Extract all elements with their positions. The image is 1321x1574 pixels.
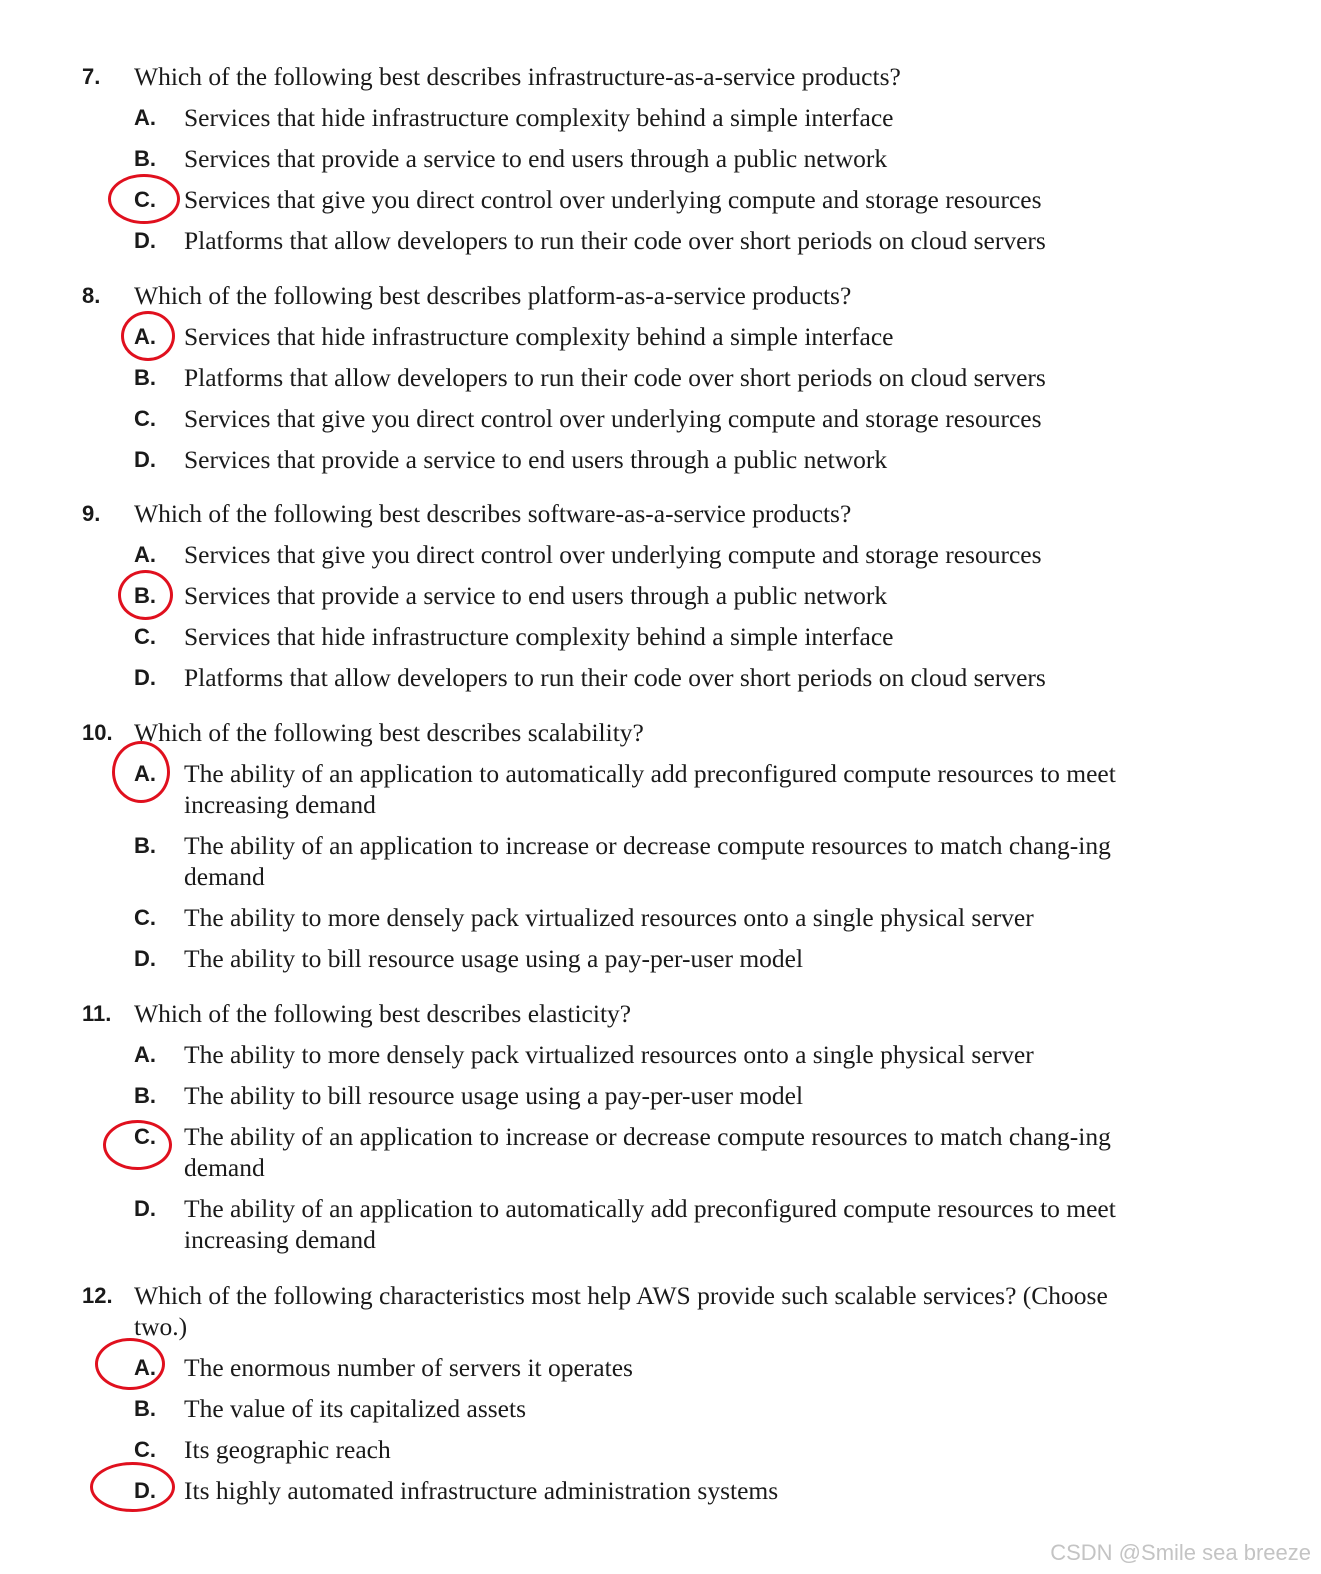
answer-mark-q9-b <box>118 570 173 620</box>
option-d <box>0 662 1321 693</box>
answer-mark-q10-a <box>112 741 170 803</box>
answer-mark-q12-a <box>95 1338 165 1390</box>
question-12 <box>0 1280 1321 1506</box>
option-b <box>0 1080 1321 1111</box>
option-c <box>0 403 1321 434</box>
option-label: C. <box>134 406 156 431</box>
question-number: 7. <box>82 64 101 89</box>
question-10 <box>0 717 1321 974</box>
option-label: C. <box>134 905 156 930</box>
question-text: Which of the following characteristics most help AWS provide such scalable services? (Choose two.) <box>134 1281 1108 1341</box>
option-b <box>0 580 1321 611</box>
option-label: B. <box>134 1083 156 1108</box>
option-text: The ability of an application to automatically add preconfigured compute resources to meet increasing demand <box>184 1194 1116 1254</box>
option-text: Services that give you direct control over underlying compute and storage resources <box>184 404 1042 433</box>
option-label: C. <box>134 1124 156 1149</box>
option-text: The ability of an application to increase or decrease compute resources to match chang-ing demand <box>184 1122 1111 1182</box>
option-c <box>0 184 1321 215</box>
option-c <box>0 621 1321 652</box>
answer-mark-q8-a <box>121 311 175 361</box>
question-text: Which of the following best describes platform-as-a-service products? <box>134 281 852 310</box>
question-7 <box>0 61 1321 256</box>
question-11 <box>0 998 1321 1255</box>
option-text: The value of its capitalized assets <box>184 1394 526 1423</box>
option-label: D. <box>134 665 156 690</box>
option-text: The ability to more densely pack virtualized resources onto a single physical server <box>184 903 1034 932</box>
option-b <box>0 143 1321 174</box>
question-text: Which of the following best describes software-as-a-service products? <box>134 499 852 528</box>
option-label: D. <box>134 447 156 472</box>
answer-mark-q7-c <box>108 174 180 224</box>
question-number: 8. <box>82 283 101 308</box>
option-d <box>0 225 1321 256</box>
option-d <box>0 1193 1321 1255</box>
option-label: B. <box>134 583 156 608</box>
option-b <box>0 362 1321 393</box>
option-text: Services that give you direct control over underlying compute and storage resources <box>184 540 1042 569</box>
question-text: Which of the following best describes elasticity? <box>134 999 632 1028</box>
option-text: Services that hide infrastructure complexity behind a simple interface <box>184 322 894 351</box>
option-label: D. <box>134 946 156 971</box>
answer-mark-q12-d <box>90 1462 175 1512</box>
option-d <box>0 943 1321 974</box>
option-a <box>0 758 1321 820</box>
option-label: C. <box>134 187 156 212</box>
question-number: 10. <box>82 720 113 745</box>
option-a <box>0 539 1321 570</box>
option-label: C. <box>134 1437 156 1462</box>
option-text: Services that give you direct control over underlying compute and storage resources <box>184 185 1042 214</box>
option-text: The ability to more densely pack virtualized resources onto a single physical server <box>184 1040 1034 1069</box>
option-text: Services that provide a service to end users through a public network <box>184 581 888 610</box>
option-b <box>0 1393 1321 1424</box>
option-label: B. <box>134 1396 156 1421</box>
option-a <box>0 321 1321 352</box>
option-label: D. <box>134 1196 156 1221</box>
option-text: Platforms that allow developers to run their code over short periods on cloud servers <box>184 363 1046 392</box>
question-number: 11. <box>82 1001 112 1026</box>
option-label: B. <box>134 146 156 171</box>
option-text: The ability to bill resource usage using a pay-per-user model <box>184 1081 804 1110</box>
option-label: D. <box>134 1478 156 1503</box>
question-text: Which of the following best describes infrastructure-as-a-service products? <box>134 62 901 91</box>
option-text: The ability to bill resource usage using a pay-per-user model <box>184 944 804 973</box>
watermark: CSDN @Smile sea breeze <box>1050 1540 1311 1565</box>
option-text: Services that provide a service to end users through a public network <box>184 144 888 173</box>
option-text: Services that provide a service to end users through a public network <box>184 445 888 474</box>
option-d <box>0 444 1321 475</box>
option-d <box>0 1475 1321 1506</box>
option-text: Its geographic reach <box>184 1435 391 1464</box>
option-label: A. <box>134 1355 156 1380</box>
option-text: Platforms that allow developers to run their code over short periods on cloud servers <box>184 226 1046 255</box>
option-label: A. <box>134 761 156 786</box>
option-label: B. <box>134 833 156 858</box>
option-c <box>0 1121 1321 1183</box>
option-c <box>0 1434 1321 1465</box>
answer-mark-q11-c <box>103 1120 172 1170</box>
question-number: 9. <box>82 501 101 526</box>
option-label: C. <box>134 624 156 649</box>
option-a <box>0 1039 1321 1070</box>
option-text: The ability of an application to increase or decrease compute resources to match chang-ing demand <box>184 831 1111 891</box>
option-label: A. <box>134 105 156 130</box>
option-label: A. <box>134 1042 156 1067</box>
question-number: 12. <box>82 1283 113 1308</box>
option-a <box>0 1352 1321 1383</box>
option-b <box>0 830 1321 892</box>
option-text: Platforms that allow developers to run their code over short periods on cloud servers <box>184 663 1046 692</box>
option-label: B. <box>134 365 156 390</box>
option-text: Services that hide infrastructure complexity behind a simple interface <box>184 622 894 651</box>
option-c <box>0 902 1321 933</box>
question-9 <box>0 498 1321 693</box>
option-label: A. <box>134 542 156 567</box>
option-label: A. <box>134 324 156 349</box>
option-label: D. <box>134 228 156 253</box>
question-text: Which of the following best describes scalability? <box>134 718 644 747</box>
option-a <box>0 102 1321 133</box>
option-text: The enormous number of servers it operates <box>184 1353 633 1382</box>
option-text: The ability of an application to automatically add preconfigured compute resources to meet increasing demand <box>184 759 1116 819</box>
option-text: Services that hide infrastructure complexity behind a simple interface <box>184 103 894 132</box>
question-8 <box>0 280 1321 475</box>
option-text: Its highly automated infrastructure administration systems <box>184 1476 779 1505</box>
